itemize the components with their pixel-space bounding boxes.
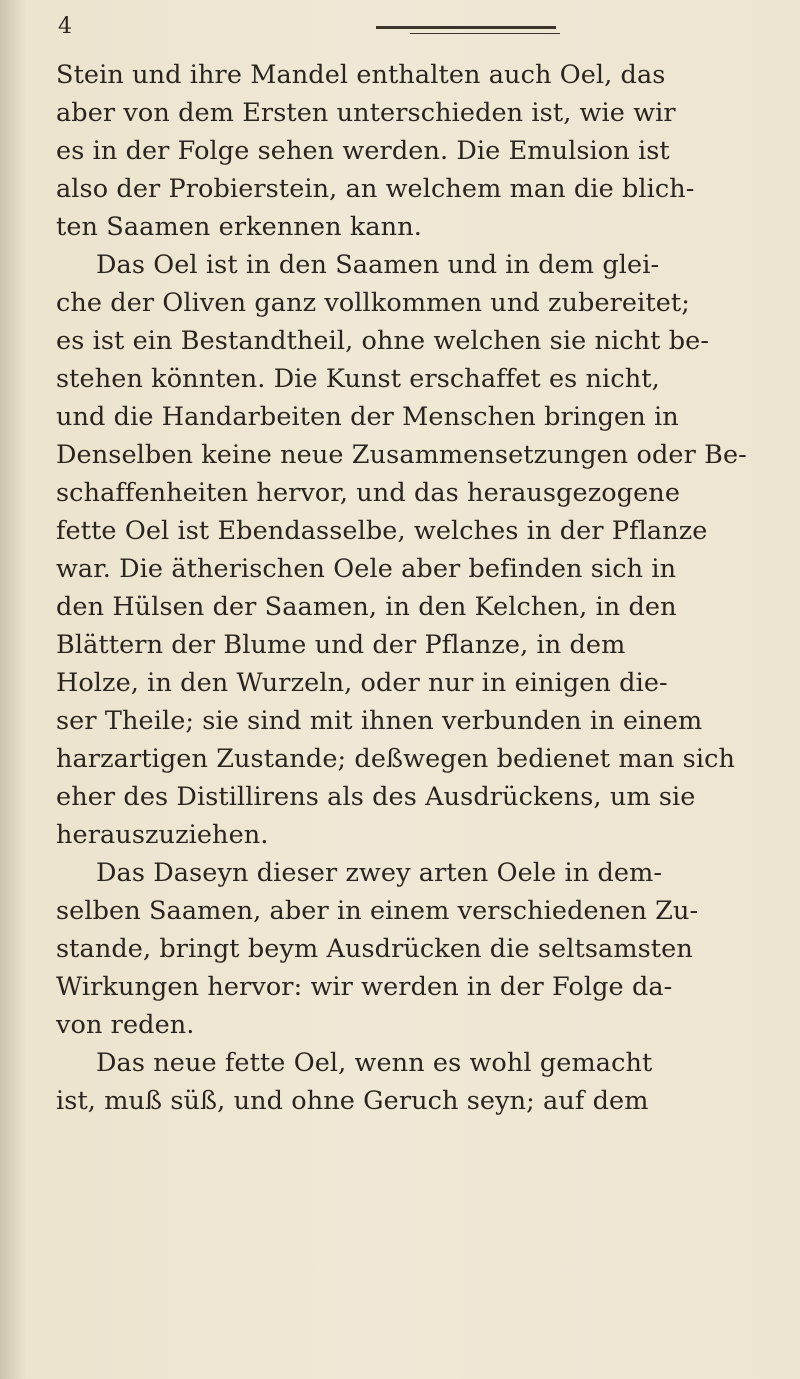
text-line: stehen könnten. Die Kunst erschaffet es nicht, bbox=[56, 364, 660, 394]
header-rule-thin bbox=[410, 33, 560, 34]
text-line: selben Saamen, aber in einem verschiedenen Zu- bbox=[56, 896, 699, 926]
text-line: fette Oel ist Ebendasselbe, welches in der Pflanze bbox=[56, 516, 708, 546]
text-line: also der Probierstein, an welchem man die blich- bbox=[56, 174, 695, 204]
text-line: von reden. bbox=[56, 1010, 195, 1040]
text-line: aber von dem Ersten unterschieden ist, wie wir bbox=[56, 98, 676, 128]
text-line: herauszuziehen. bbox=[56, 820, 269, 850]
text-line: ist, muß süß, und ohne Geruch seyn; auf dem bbox=[56, 1086, 649, 1116]
text-line: schaffenheiten hervor, und das herausgezogene bbox=[56, 478, 681, 508]
text-line: eher des Distillirens als des Ausdrückens, um sie bbox=[56, 782, 696, 812]
header-rule bbox=[376, 26, 556, 29]
text-line: Wirkungen hervor: wir werden in der Folge da- bbox=[56, 972, 673, 1002]
text-line: che der Oliven ganz vollkommen und zubereitet; bbox=[56, 288, 690, 318]
text-line: war. Die ätherischen Oele aber befinden sich in bbox=[56, 554, 677, 584]
text-line: Blättern der Blume und der Pflanze, in dem bbox=[56, 630, 626, 660]
text-line: und die Handarbeiten der Menschen bringen in bbox=[56, 402, 679, 432]
text-line: ten Saamen erkennen kann. bbox=[56, 212, 422, 242]
text-line: Stein und ihre Mandel enthalten auch Oel, das bbox=[56, 60, 666, 90]
body-text bbox=[56, 56, 768, 1120]
text-line: Das Daseyn dieser zwey arten Oele in dem- bbox=[96, 858, 663, 888]
text-line: Das Oel ist in den Saamen und in dem glei- bbox=[96, 250, 660, 280]
text-line: Denselben keine neue Zusammensetzungen oder Be- bbox=[56, 440, 747, 470]
text-line: es in der Folge sehen werden. Die Emulsion ist bbox=[56, 136, 670, 166]
page-number: 4 bbox=[58, 14, 72, 39]
text-line: Holze, in den Wurzeln, oder nur in einigen die- bbox=[56, 668, 668, 698]
text-line: harzartigen Zustande; deßwegen bedienet man sich bbox=[56, 744, 736, 774]
spine-shadow bbox=[0, 0, 26, 1379]
text-line: stande, bringt beym Ausdrücken die seltsamsten bbox=[56, 934, 693, 964]
text-line: Das neue fette Oel, wenn es wohl gemacht bbox=[96, 1048, 653, 1078]
text-line: ser Theile; sie sind mit ihnen verbunden in einem bbox=[56, 706, 703, 736]
text-line: es ist ein Bestandtheil, ohne welchen sie nicht be- bbox=[56, 326, 710, 356]
text-line: den Hülsen der Saamen, in den Kelchen, in den bbox=[56, 592, 677, 622]
